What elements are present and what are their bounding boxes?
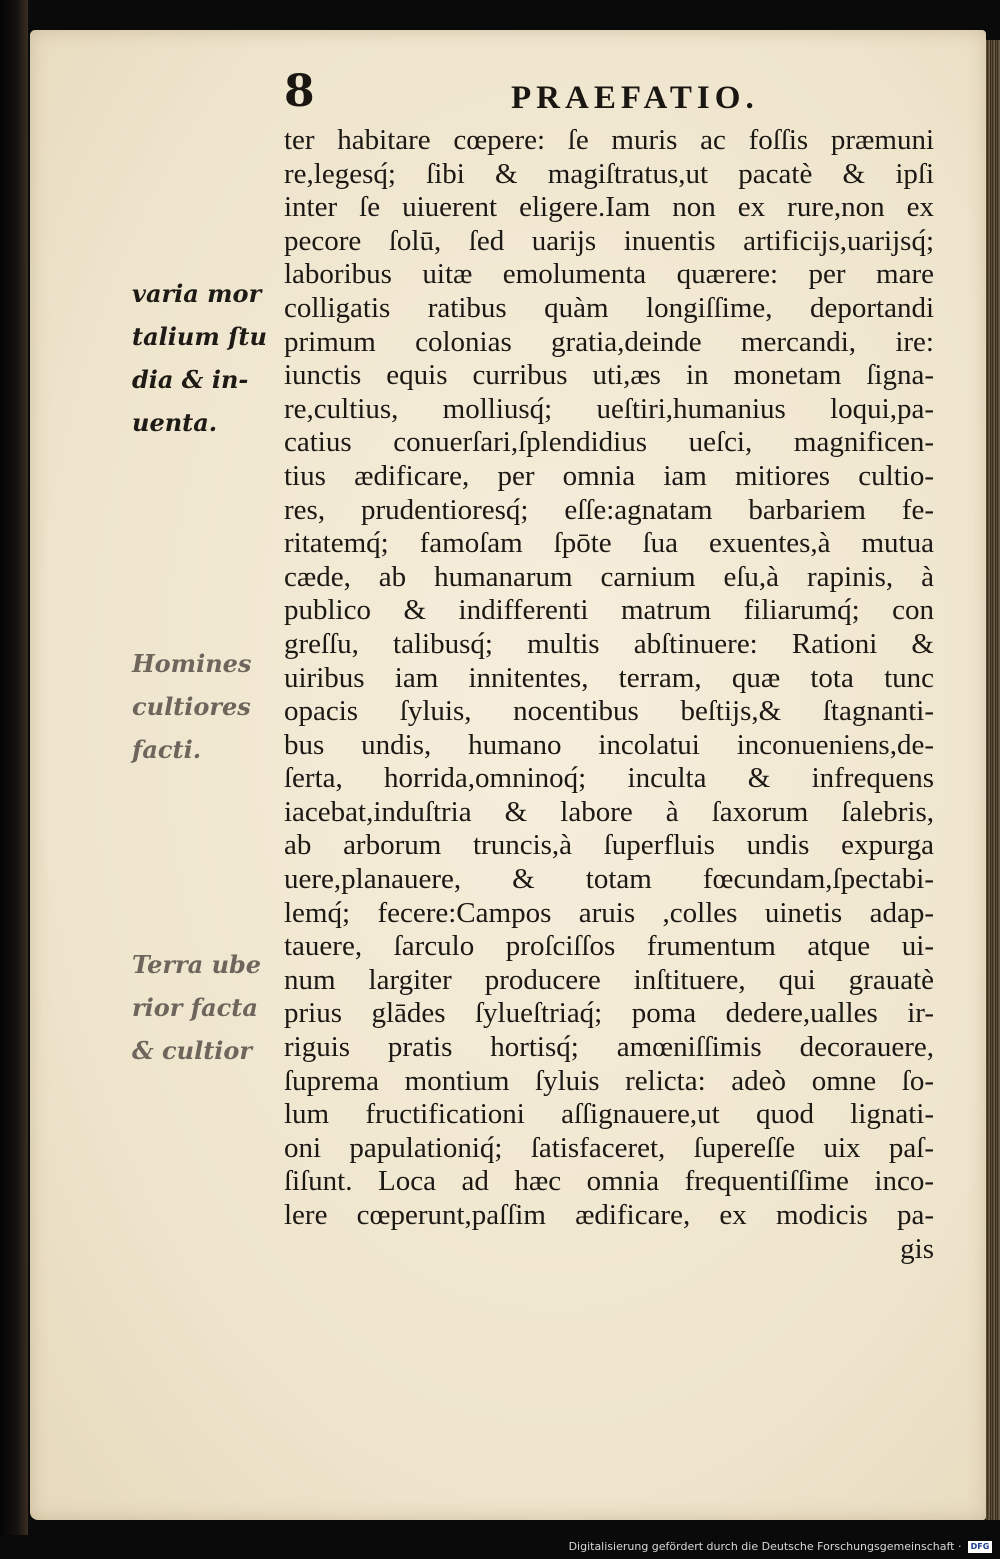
text-line: bus undis, humano incolatui inconueniens,de- [284, 728, 934, 761]
text-line: ſuprema montium ſyluis relicta: adeò omne ſo- [284, 1064, 934, 1097]
margin-note-line: talium ſtu [132, 322, 267, 351]
text-line: colligatis ratibus quàm longiſſime, deportandi [284, 291, 934, 324]
text-line: greſſu, talibusq́; multis abſtinuere: Rationi & [284, 627, 934, 660]
text-line: primum colonias gratia,deinde mercandi, ire: [284, 325, 934, 358]
margin-note-varia-mortalium [132, 272, 267, 444]
text-line: pecore ſolū, ſed uarijs inuentis artificijs,uarijsq́; [284, 224, 934, 257]
text-line: publico & indifferenti matrum filiarumq́; con [284, 594, 934, 627]
margin-note-line: facti. [132, 735, 202, 764]
margin-note-line: & cultior [132, 1036, 253, 1065]
text-line: gis [900, 1232, 934, 1265]
text-line: laboribus uitæ emolumenta quærere: per mare [284, 258, 934, 291]
text-line: res, prudentioresq́; eſſe:agnatam barbariem fe- [284, 493, 934, 526]
text-line: iacebat,induſtria & labore à ſaxorum ſalebris, [284, 795, 934, 828]
text-line: lum fructificationi aſſignauere,ut quod lignati- [284, 1098, 934, 1131]
text-line: iunctis equis curribus uti,æs in monetam ſigna- [284, 359, 934, 392]
text-line: oni papulationiq́; ſatisfaceret, ſupereſſe uix paſ- [284, 1131, 934, 1164]
text-line: ter habitare cœpere: ſe muris ac foſſis præmuni [284, 124, 934, 156]
margin-note-line: Homines [132, 649, 252, 678]
text-line: lemq́; fecere:Campos aruis ,colles uinetis adap- [284, 896, 934, 929]
text-line: lere cœperunt,paſſim ædificare, ex modicis pa- [284, 1199, 934, 1231]
margin-note-line: varia mor [132, 279, 262, 308]
credit-text: Digitalisierung gefördert durch die Deutsche Forschungsgemeinschaft [568, 1540, 955, 1553]
margin-note-terra-uberior [132, 943, 261, 1072]
text-line: uiribus iam innitentes, terram, quæ tota tunc [284, 661, 934, 694]
running-head [284, 66, 774, 120]
book-binding-edge [0, 0, 28, 1535]
dfg-logo: DFG [968, 1541, 992, 1553]
text-line: riguis pratis hortisq́; amœniſſimis decorauere, [284, 1031, 934, 1064]
text-line: ritatemq́; famoſam ſpōte ſua exuentes,à mutua [284, 527, 934, 560]
text-line: ab arborum truncis,à ſuperfluis undis expurga [284, 829, 934, 862]
page-stack-edge [986, 40, 1000, 1520]
margin-note-line: cultiores [132, 692, 251, 721]
text-line: uere,planauere, & totam fœcundam,ſpectabi- [284, 863, 934, 896]
text-line: num largiter producere inſtituere, qui grauatè [284, 963, 934, 996]
text-line: ſerta, horrida,omninoq́; inculta & infrequens [284, 762, 934, 795]
text-line: re,cultius, molliusq́; ueſtiri,humanius loqui,pa- [284, 392, 934, 425]
body-text [284, 124, 934, 1266]
text-line: ſiſunt. Loca ad hæc omnia frequentiſſime inco- [284, 1165, 934, 1198]
text-line: prius glādes ſylueſtriaq́; poma dedere,ualles ir- [284, 997, 934, 1030]
digitization-credit: Digitalisierung gefördert durch die Deutsche Forschungsgemeinschaft · DFG [569, 1538, 992, 1556]
page-number: 8 [284, 66, 315, 117]
text-line: opacis ſyluis, nocentibus beſtijs,& ſtagnanti- [284, 695, 934, 728]
text-line: re,legesq́; ſibi & magiſtratus,ut pacatè & ipſi [284, 157, 934, 190]
text-line: inter ſe uiuerent eligere.Iam non ex rure,non ex [284, 191, 934, 224]
margin-note-line: uenta. [132, 408, 218, 437]
running-title: PRAEFATIO. [511, 80, 759, 116]
margin-note-line: Terra ube [132, 950, 262, 979]
text-line: tius ædificare, per omnia iam mitiores cultio- [284, 459, 934, 492]
text-line: tauere, ſarculo proſciſſos frumentum atque ui- [284, 930, 934, 963]
margin-note-line: dia & in- [132, 365, 249, 394]
text-line: catius conuerſari,ſplendidius ueſci, magnificen- [284, 426, 934, 459]
margin-note-homines-cultiores [132, 642, 251, 771]
text-line: cæde, ab humanarum carnium eſu,à rapinis, à [284, 560, 934, 593]
margin-note-line: rior facta [132, 993, 258, 1022]
